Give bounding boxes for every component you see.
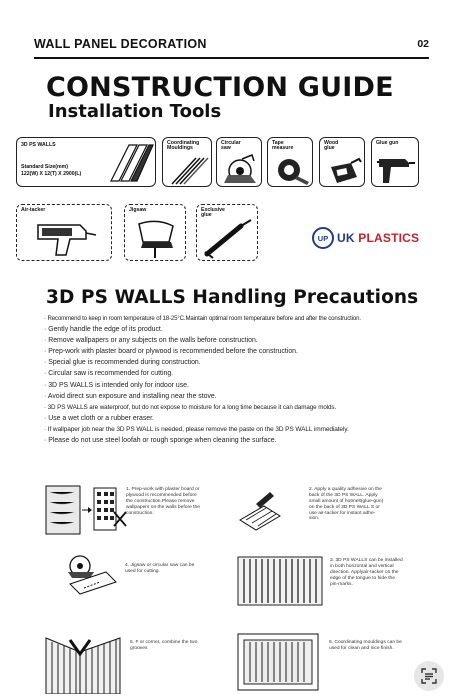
brand-mark: UP	[312, 227, 334, 249]
step-5-text: 5. F or corner, combine the two grooves	[130, 640, 198, 651]
list-item: · Special glue is recommended during construction.	[44, 357, 439, 368]
header-title: WALL PANEL DECORATION	[34, 37, 207, 51]
scan-document-button[interactable]	[414, 661, 444, 691]
list-item: · Use a wet cloth or a rubber eraser.	[44, 413, 439, 424]
corner-illustration	[42, 630, 124, 694]
mouldings-icon	[166, 154, 210, 186]
installation-direction-illustration	[236, 555, 324, 607]
mouldings-label: Coordinating Mouldings	[167, 140, 200, 152]
glue-gun-icon	[375, 151, 417, 187]
brand-name-part2: PLASTICS	[358, 231, 420, 245]
jigsaw-label: Jigsaw	[129, 207, 147, 213]
list-item: · If wallpaper job near the 3D PS WALL is needed, please remove the paste on the 3D PS WALL immediately.	[44, 424, 439, 435]
panel-size-label: Standard Size(mm)	[21, 164, 68, 170]
step-5	[42, 630, 222, 690]
wood-glue-label: Wood glue	[324, 140, 339, 152]
circular-saw-label: Circular saw	[221, 140, 241, 152]
step-3	[236, 555, 436, 615]
glue-gun-label: Glue gun	[376, 140, 399, 146]
tool-card-mouldings	[162, 137, 212, 187]
step-1	[44, 482, 224, 542]
page-subtitle: Installation Tools	[48, 101, 222, 122]
step-3-text: 3. 3D PS WALLS can be installed in both horizontal and vertical direction. Applyair-tacker on the edge of the tongue to hide the pin-marks.	[330, 558, 403, 587]
wall-prep-illustration	[44, 482, 128, 540]
tape-measure-label: Tape measure	[272, 140, 294, 152]
tool-card-circular-saw	[216, 137, 262, 187]
step-4-text: 4. Jigsaw or circular saw can be used for cutting.	[125, 563, 195, 574]
mouldings-finish-illustration	[236, 630, 322, 692]
cutting-illustration	[60, 548, 120, 602]
tool-card-tape-measure	[267, 137, 313, 187]
tape-measure-icon	[271, 154, 311, 186]
list-item: · Circular saw is recommended for cutting.	[44, 368, 439, 379]
tool-card-panel	[16, 137, 156, 187]
tool-card-exclusive-glue	[196, 204, 258, 261]
list-item: · Avoid direct sun exposure and installing near the stove.	[44, 391, 439, 402]
step-6-text: 6. Coordinating mouldings can be used for clean and nice finish.	[329, 640, 402, 651]
glue-application-illustration	[236, 486, 284, 534]
wood-glue-icon	[323, 153, 363, 187]
tool-card-wood-glue	[319, 137, 365, 187]
panel-icon	[107, 141, 155, 185]
tool-card-jigsaw	[124, 204, 186, 261]
list-item: · Recommend to keep in room temperature of 18-25°C.Maintain optimal room temperature before and after the construction.	[44, 313, 439, 324]
circular-saw-icon	[220, 153, 260, 187]
scan-document-icon	[421, 668, 437, 684]
precautions-list	[44, 313, 439, 446]
exclusive-glue-icon	[201, 218, 255, 260]
tool-card-glue-gun	[371, 137, 419, 187]
list-item: · Please do not use steel loofah or rough sponge when cleaning the surface.	[44, 435, 439, 446]
page-header	[34, 34, 429, 54]
jigsaw-icon	[129, 216, 183, 260]
panel-size-value: 122(W) X 12(T) X 2900(L)	[21, 171, 82, 177]
list-item: · Prep-work with plaster board or plywood is recommended before the construction.	[44, 346, 439, 357]
panel-name: 3D PS WALLS	[21, 142, 56, 148]
brand-name	[337, 231, 419, 245]
list-item: · 3D PS WALLS is intended only for indoor use.	[44, 380, 439, 391]
precautions-title: 3D PS WALLS Handling Precautions	[46, 287, 419, 308]
step-1-text: 1. Prep-work with plaster board or plywood is recommended before the construction.Please remove wallpapers on the walls before the construction.	[126, 487, 200, 516]
exclusive-glue-label: Exclusive glue	[201, 207, 225, 219]
list-item: · Remove wallpapers or any subjects on the walls before construction.	[44, 335, 439, 346]
step-6	[236, 630, 426, 692]
step-2-text: 2. Apply a quality adhesive on the back of the 3D PS WALL. Apply small amount of hotmelt(glue-gun) on the back of 3D PS WALL S or use air-tacker for instant adhe- sion.	[309, 487, 384, 522]
page-number: 02	[417, 38, 429, 50]
page-title: CONSTRUCTION GUIDE	[46, 72, 394, 103]
brand-name-part1: UK	[337, 231, 359, 245]
header-divider	[34, 57, 429, 59]
air-tacker-label: Air-tacker	[21, 207, 46, 213]
air-tacker-icon	[30, 215, 100, 259]
brand-logo	[312, 227, 419, 249]
list-item: · Gently handle the edge of its product.	[44, 324, 439, 335]
step-4	[60, 548, 230, 608]
list-item: · 3D PS WALLS are waterproof, but do not expose to moisture for a long time because it can damage molds.	[44, 402, 439, 413]
tool-card-air-tacker	[16, 204, 112, 261]
step-2	[236, 482, 426, 542]
